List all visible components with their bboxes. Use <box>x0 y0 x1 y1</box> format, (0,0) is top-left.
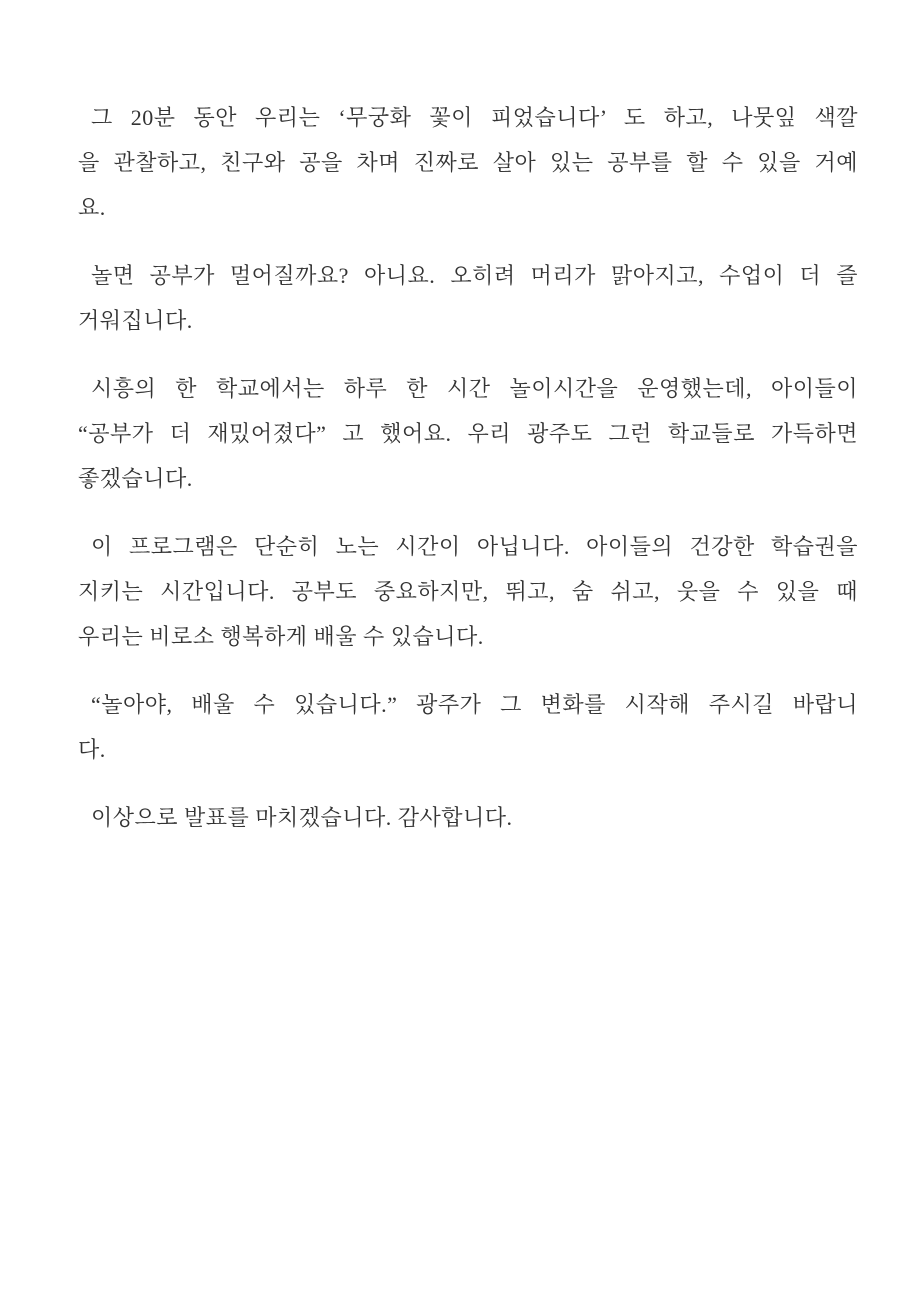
text-line: 좋겠습니다. <box>78 466 193 491</box>
text-line: 우리는 비로소 행복하게 배울 수 있습니다. <box>78 624 484 649</box>
paragraph <box>78 253 858 343</box>
text-line: 거워집니다. <box>78 308 193 333</box>
paragraph <box>78 682 858 772</box>
text-line: 놀면 공부가 멀어질까요? 아니요. 오히려 머리가 맑아지고, 수업이 더 즐 <box>91 263 858 288</box>
paragraph <box>78 524 858 659</box>
text-body <box>78 95 858 863</box>
text-line: 다. <box>78 737 106 762</box>
text-line: “공부가 더 재밌어졌다” 고 했어요. 우리 광주도 그런 학교들로 가득하면 <box>78 421 858 446</box>
text-line: 지키는 시간입니다. 공부도 중요하지만, 뛰고, 숨 쉬고, 웃을 수 있을 때 <box>78 579 858 604</box>
text-line: 이상으로 발표를 마치겠습니다. 감사합니다. <box>91 805 513 830</box>
paragraph <box>78 366 858 501</box>
paragraph <box>78 795 858 840</box>
text-line: 그 20분 동안 우리는 ‘무궁화 꽃이 피었습니다’ 도 하고, 나뭇잎 색깔 <box>91 105 858 130</box>
text-line: 요. <box>78 195 106 220</box>
text-line: “놀아야, 배울 수 있습니다.” 광주가 그 변화를 시작해 주시길 바랍니 <box>91 692 858 717</box>
paragraph <box>78 95 858 230</box>
text-line: 시흥의 한 학교에서는 하루 한 시간 놀이시간을 운영했는데, 아이들이 <box>91 376 858 401</box>
text-line: 이 프로그램은 단순히 노는 시간이 아닙니다. 아이들의 건강한 학습권을 <box>91 534 858 559</box>
text-line: 을 관찰하고, 친구와 공을 차며 진짜로 살아 있는 공부를 할 수 있을 거예 <box>78 150 858 175</box>
